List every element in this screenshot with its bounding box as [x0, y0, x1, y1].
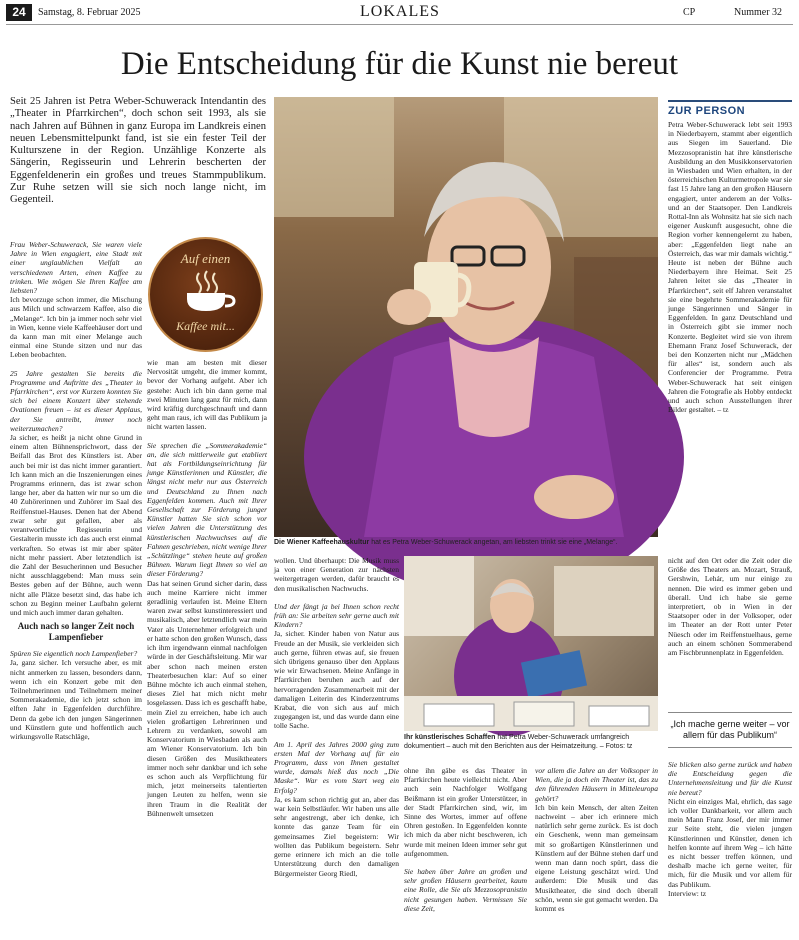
photo-credit: – Fotos: tz [597, 742, 633, 750]
interview-col2 [147, 358, 267, 936]
question: Sie haben über Jahre an großen und sehr großen Häusern gearbeitet, kaum eine Rolle, die Sie als Mezzosopranistin nicht gesungen haben. Vermissen Sie diese Zeit, [404, 867, 527, 913]
answer: wie man am besten mit dieser Nervosität umgeht, die immer kommt, bevor der Vorhang aufgeht. Aber ich gestehe: Auch ich bin dann gerne mal zwei Minuten lang ganz für mich, dann wird kräftig durchgeschnauft und dann geht man raus, ich will das Publikum ja nicht warten lassen. [147, 358, 267, 432]
interview-col1a [10, 240, 142, 741]
lead-paragraph: Seit 25 Jahren ist Petra Weber-Schuwerack Intendantin des „Theater in Pfarrkirchen“, doch schon seit 1993, als sie nach Jahren auf Bühnen in ganz Europa im Landkreis einen neuen Lebensmittelpunkt fand, ist sie ein fester Teil der Kulturszene in der Region. Unzählige Konzerte als Sängerin, Regisseurin und Lehrerin bescherten der Eggenfeldenerin ein großes und treues Stammpublikum. Zur Ruhe setzen will sie sich noch lange nicht, im Gegenteil. [10, 96, 266, 206]
header-rule [6, 24, 793, 25]
answer: Ja, sicher. Kinder haben von Natur aus Freude an der Musik, sie verkleiden sich auch gerne, führen etwas auf, sie freuen sich übrigens genauso über den Applaus wie wir Erwachsenen. Meine Anfänge in Pfarrkirchen beruhen auch auf der hervorragenden Zusammenarbeit mit der damaligen Leiterin des Kinderzentrums Krabat, die von sich aus auf mich zugegangen ist, und das wurde dann eine tolle Sache. [274, 629, 399, 731]
answer: Ja, ganz sicher. Ich versuche aber, es mit nicht anmerken zu lassen, besonders dann, wenn ich ein Konzert gebe mit den Teilnehmerinnen und Teilnehmern meiner Sommerakademie, die ich jetzt schon im elften Jahr in Eggenfelden durchführe. Denn da gebe ich den jungen Sängerinnen und Künstlern gute und hoffentlich auch wirkungsvolle Ratschläge, [10, 658, 142, 741]
question: Spüren Sie eigentlich noch Lampenfieber? [10, 649, 138, 659]
interview-col5 [535, 766, 658, 936]
caption-text: hat es Petra Weber-Schuwerack angetan, am liebsten trinkt sie eine „Melange“. [369, 539, 618, 546]
answer: wollen. Und überhaupt: Die Musik muss ja von einer Generation zur nächsten weitergetragen werden, dafür braucht es den musikalischen Nachwuchs. [274, 556, 399, 593]
answer: Nicht ein einziges Mal, ehrlich, das sage ich voller Dankbarkeit, vor allem auch mein Mann Franz Josef, der mir immer zur Seite steht, die vielen jungen Künstlerinnen und Künstler, denen ich helfen konnte auf ihrem Weg – ich hätte es nicht besser treffen können, und deshalb mache ich gerne weiter, für mich, für die Musik und vor allem für das Publikum. [668, 796, 792, 889]
caption-bold: Ihr künstlerisches Schaffen [404, 734, 496, 741]
badge-line1: Auf einen [180, 251, 231, 266]
interview-col4 [404, 766, 527, 936]
answer: Ja sicher, es heißt ja nicht ohne Grund in einem alten Bühnensprichwort, dass der Beifall das Brot des Künstlers ist. Aber auch bei mir ist das nicht immer garantiert. Ich kann mich an die Inszenierungen eines Programms erinnern, das ist zwar schon lange her, aber da hatten wir nur so um die 40 Zuhörerinnen und Zuhörer im Saal des Reiffenstuel-Hauses. Denen hat der Abend zwar sehr gut gefallen, aber als verantwortliche Regisseurin und Gestalterin musste ich das auch erst einmal verkraften. So etwas ist mir aber später nicht mehr passiert. Aber letztendlich ist die Zahl der Besucherinnen und Besucher nicht ausschlaggebend: Man muss sein Bestes geben auf der Bühne, auch wenn nicht alle Plätze besetzt sind, das habe ich schon zu Beginn meiner Laufbahn gelernt und mich auch immer daran gehalten. [10, 433, 142, 617]
answer: Ja, es kam schon richtig gut an, aber das war kein Selbstläufer. Wir haben uns alle sehr angestrengt, aber ich denke, ich konnte das ganze Team für ein gemeinsames Ziel begeistern: Wir wollten das Publikum begeistern. Sehr gerne erinnere ich mich an die tolle Unterstützung durch den damaligen Bürgermeister Georg Riedl, [274, 794, 399, 878]
interview-col3 [274, 556, 399, 936]
badge-line2: Kaffee mit... [176, 319, 235, 333]
photo-caption-second [404, 734, 658, 751]
issue-date: Samstag, 8. Februar 2025 [38, 7, 141, 18]
coffee-cup-icon [177, 269, 237, 313]
question: Und der fängt ja bei Ihnen schon recht früh an: Sie arbeiten sehr gerne auch mit Kindern? [274, 601, 399, 630]
answer: Das hat seinen Grund sicher darin, dass auch meine Karriere nicht immer geradlinig verlaufen ist. Meine Eltern waren zwar selbst kunstinteressiert und musikalisch, aber letztendlich war mein Vater als Unternehmer erfolgreich und er hatte schon den großen Wunsch, dass ich ihm irgendwann einmal nachfolgen würde in der Geschäftsleitung. Mir war aber schon nach meinen ersten Theaterbesuchen klar: Auf so einer Bühne möchte ich auch einmal stehen, dieses Ziel hat mich nicht mehr losgelassen. Dass ich es geschafft habe, mein Ziel zu erreichen, habe ich auch vielen großartigen Lehrerinnen und Lehrern zu verdanken, sowohl am Konservatorium in Wiesbaden als auch am Wiener Konservatorium. Ich bin diesen Größen des Musiktheaters immer noch sehr dankbar und ich sehe es schon auch als Verpflichtung für mich, jetzt meinerseits talentierten jungen Leuten zu helfen, wenn sie ihren Traum in die Realität der Bühnenwelt umsetzen [147, 578, 267, 818]
pull-quote: „Ich mache gerne weiter – vor allem für das Publikum“ [670, 719, 790, 740]
interview-col6a [668, 556, 792, 706]
issue-number: Nummer 32 [734, 7, 783, 18]
pull-quote-box [668, 712, 792, 748]
answer: Ich bevorzuge schon immer, die Mischung aus Milch und schwarzem Kaffee, also die „Melange“. Ich bin ja immer noch sehr viel in Wien, kenne viele Kaffeehäuser dort und da kann man mit einer Melange auch einmal eine Stunde sitzen und nur das Leben beobachten. [10, 295, 142, 360]
answer: nicht auf den Ort oder die Zeit oder die Größe des Theaters an. Mozart, Strauß, Gershwin, Lehár, um nur einige zu nennen. Die wird es immer geben und überall. Und ich habe sie gerne interpretiert, ob in Wien in der Staatsoper oder in der Volksoper, oder im Theater an der Rott unter Peter Nüesch oder im Reiffenstuelhaus, gerne auch an einem schönen Sommerabend am Fischbrunnenplatz in Eggenfelden. [668, 556, 792, 658]
answer: ohne ihn gäbe es das Theater in Pfarrkirchen heute vielleicht nicht. Aber auch sein Nachfolger Wolfgang Beißmann ist ein großer Unterstützer, in der Stadt Pfarrkirchen sind, wir, im Sinne des Wortes, immer auf offene Ohren gestoßen. In Eggenfelden konnte ich mich da aber nicht beschweren, ich wurde mit meinen Ideen immer sehr gut aufgenommen. [404, 766, 527, 858]
edition-code: CP [683, 7, 696, 18]
page-number: 24 [6, 4, 32, 21]
question: Sie sprechen die „Sommerakademie“ an, die sich mittlerweile gut etabliert hat als Fortbildungseinrichtung für junge Künstlerinnen und Künstler, die längst nicht mehr nur aus Österreich und Deutschland zu Ihnen nach Eggenfelden kommen. Auch mit Ihrer Gesellschaft zur Förderung junger Künstler hatten Sie sich schon vor vielen Jahren die Unterstützung des künstlerischen Nachwuchses auf die Fahnen geschrieben, nicht wenige Ihrer „Schützlinge“ stehen heute auf großen Bühnen. Warum liegt Ihnen so viel an dieser Förderung? [147, 440, 267, 579]
zur-person-box [668, 100, 792, 544]
question: vor allem die Jahre an der Volksoper in Wien, die ja doch ein Theater ist, das zu den führenden Häusern in Mitteleuropa gehört? [535, 766, 658, 803]
interview-credit: Interview: tz [668, 888, 707, 898]
zur-person-title: ZUR PERSON [668, 105, 746, 117]
subheading: Auch nach so langer Zeit noch Lampenfieber [17, 621, 135, 643]
answer: Ich bin kein Mensch, der alten Zeiten nachweint – aber ich erinnere mich natürlich sehr gerne zurück. Es ist doch ein Geschenk, wenn man gemeinsam mit so großartigen Künstlerinnen und Künstlern auf der Bühne stehen darf und wenn man dann noch spürt, dass die eigene Leistung geschätzt wird. Und außerdem: Die Musik und das Musiktheater, die sind doch überall schön, wenn sie gut gemacht werden. Da kommt es [535, 802, 658, 914]
main-photo [274, 97, 658, 537]
coffee-badge [148, 237, 263, 352]
section-title: LOKALES [360, 3, 440, 20]
question: Am 1. April des Jahres 2000 ging zum ersten Mal der Vorhang auf für ein Programm, dass von Ihnen gestaltet wurde, damals hieß das noch „Die Maske“. War es vom Start weg ein Erfolg? [274, 739, 399, 795]
photo-caption-main [274, 539, 658, 548]
archive-desk-illustration [404, 556, 658, 731]
portrait-coffee-illustration [274, 97, 658, 537]
question: Sie blicken also gerne zurück und haben die Entscheidung gegen die Unternehmensleitung und für die Kunst nie bereut? [668, 760, 792, 797]
interview-col1b [10, 590, 142, 935]
question: Frau Weber-Schuwerack, Sie waren viele Jahre in Wien engagiert, eine Stadt mit einer unglaublichen Vielfalt an verschiedenen Arten, einen Kaffee zu trinken. Wie mögen Sie Ihren Kaffee am liebsten? [10, 240, 142, 296]
interview-col6b [668, 760, 792, 936]
second-photo [404, 556, 658, 731]
headline: Die Entscheidung für die Kunst nie bereut [120, 46, 679, 82]
zur-person-text: Petra Weber-Schuwerack lebt seit 1993 in Niederbayern, stammt aber eigentlich aus Siegen im Sauerland. Die Mezzosopranistin hat ihre künstlerische Ausbildung an den Musikkonservatorien in Wiesbaden und Wien erhalten, in der österreichischen Kulturmetropole war sie fast 15 Jahre lang an den großen Häusern engagiert, unter anderem an der Volks- und an der Staatsoper. Den Landkreis Rottal-Inn als Wohnsitz hat sie sich nach eigener Auskunft ausgesucht, ohne die Region vorher kennengelernt zu haben, aber: „Eggenfelden liegt nahe an Österreich, das war mir damals wichtig.“ Heute ist neben der Bühne auch Niederbayern ihre Heimat. Seit 25 Jahren leitet sie das „Theater in Pfarrkirchen“, seit elf Jahren veranstaltet sie eine begehrte Sommerakademie für junge Sängerinnen und Sänger in Eggenfelden. In ganz Deutschland und in Österreich gibt sie immer noch Konzerte. Begleitet wird sie von ihrem Ehemann Franz Josef Schuwerack, der bei den Konzerten nicht nur „Mädchen für alles“ ist, sondern auch als Conferencier der Programme. Petra Weber-Schuwerack hat seit einigen Jahren die Fotografie als Hobby entdeckt und auch schon Ausstellungen ihrer Bilder gestaltet. – tz [668, 120, 792, 415]
question: 25 Jahre gestalten Sie bereits die Programme und Auftritte des „Theater in Pfarrkirchen“, erst vor Kurzem konnten Sie sich bei einem Konzert über stehende Ovationen freuen – ist es dieser Applaus, der Sie antreibt, immer noch weiterzumachen? [10, 368, 142, 433]
caption-text: hat Petra Weber-Schuwerack umfangreich dokumentiert – auch mit den Berichten aus der Heimatzeitung. [404, 734, 630, 750]
caption-bold: Die Wiener Kaffeehauskultur [274, 539, 370, 546]
